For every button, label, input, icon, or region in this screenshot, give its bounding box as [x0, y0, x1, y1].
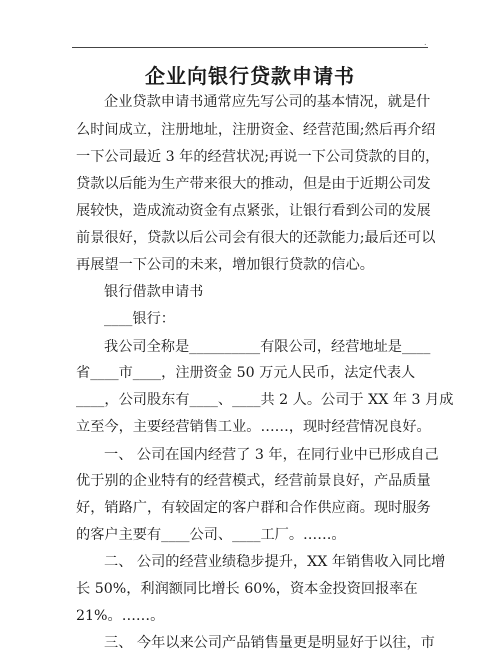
paragraph-line: 再展望一下公司的未来，增加银行贷款的信心。 — [76, 257, 374, 273]
paragraph-line: 省____市____，注册资金 50 万元人民币，法定代表人 — [76, 365, 416, 381]
header-mark: . — [424, 38, 427, 47]
paragraph-line: ____，公司股东有____、____共 2 人。公司于 XX 年 3 月成 — [76, 392, 454, 408]
paragraph-line: 我公司全称是__________有限公司，经营地址是____ — [104, 339, 431, 355]
paragraph-line: 企业贷款申请书通常应先写公司的基本情况，就是什 — [104, 94, 431, 110]
paragraph-line: 的客户主要有____公司、____工厂。……。 — [76, 527, 346, 543]
paragraph-line: 好，销路广，有较固定的客户群和合作供应商。现时服务 — [76, 500, 431, 516]
paragraph-line: 前景很好，贷款以后公司会有很大的还款能力;最后还可以 — [76, 230, 436, 246]
document-title: 企业向银行贷款申请书 — [145, 64, 355, 88]
paragraph-line: 三、 今年以来公司产品销售量更是明显好于以往，市 — [104, 635, 435, 651]
paragraph-line: 立至今，主要经营销售工业。……，现时经营情况良好。 — [76, 419, 431, 435]
salutation: ____银行： — [104, 311, 175, 327]
paragraph-line: 二、 公司的经营业绩稳步提升，XX 年销售收入同比增 — [104, 554, 446, 570]
paragraph-line: 贷款以后能为生产带来很大的推动，但是由于近期公司发 — [76, 176, 431, 192]
section-heading: 银行借款申请书 — [104, 284, 204, 300]
paragraph-line: 长 50%，利润额同比增长 60%，资本金投资回报率在 — [76, 581, 418, 597]
paragraph-line: 展较快，造成流动资金有点紧张，让银行看到公司的发展 — [76, 203, 431, 219]
paragraph-line: 21%。……。 — [76, 608, 165, 624]
paragraph-line: 一下公司最近 3 年的经营状况;再说一下公司贷款的目的， — [76, 149, 440, 165]
paragraph-line: 优于别的企业特有的经营模式，经营前景良好，产品质量 — [76, 473, 431, 489]
paragraph-line: 一、 公司在国内经营了 3 年，在同行业中已形成自己 — [104, 447, 439, 463]
header-rule — [72, 47, 428, 48]
paragraph-line: 么时间成立，注册地址，注册资金、经营范围;然后再介绍 — [76, 122, 436, 138]
